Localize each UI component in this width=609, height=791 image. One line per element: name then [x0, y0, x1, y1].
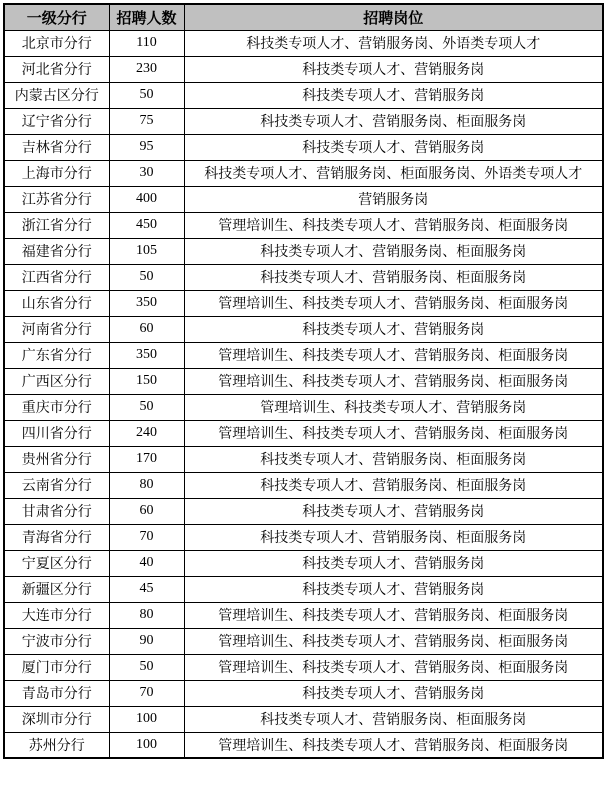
- table-row: [4, 212, 603, 238]
- positions-cell: 管理培训生、科技类专项人才、营销服务岗、柜面服务岗: [184, 602, 603, 628]
- count-cell: 90: [109, 628, 184, 654]
- branch-cell: 北京市分行: [4, 30, 109, 56]
- branch-cell: 大连市分行: [4, 602, 109, 628]
- positions-cell: 科技类专项人才、营销服务岗、外语类专项人才: [184, 30, 603, 56]
- table-row: [4, 628, 603, 654]
- table-row: [4, 30, 603, 56]
- table-row: [4, 706, 603, 732]
- branch-cell: 河北省分行: [4, 56, 109, 82]
- table-row: [4, 602, 603, 628]
- count-cell: 50: [109, 82, 184, 108]
- positions-cell: 科技类专项人才、营销服务岗、柜面服务岗: [184, 472, 603, 498]
- table-row: [4, 238, 603, 264]
- table-row: [4, 186, 603, 212]
- branch-cell: 厦门市分行: [4, 654, 109, 680]
- header-positions: 招聘岗位: [184, 4, 603, 30]
- count-cell: 230: [109, 56, 184, 82]
- branch-cell: 山东省分行: [4, 290, 109, 316]
- branch-cell: 云南省分行: [4, 472, 109, 498]
- table-row: [4, 316, 603, 342]
- positions-cell: 管理培训生、科技类专项人才、营销服务岗、柜面服务岗: [184, 654, 603, 680]
- branch-cell: 甘肃省分行: [4, 498, 109, 524]
- table-row: [4, 472, 603, 498]
- count-cell: 70: [109, 680, 184, 706]
- branch-cell: 内蒙古区分行: [4, 82, 109, 108]
- count-cell: 450: [109, 212, 184, 238]
- branch-cell: 江西省分行: [4, 264, 109, 290]
- count-cell: 70: [109, 524, 184, 550]
- positions-cell: 科技类专项人才、营销服务岗: [184, 134, 603, 160]
- positions-cell: 科技类专项人才、营销服务岗、柜面服务岗: [184, 706, 603, 732]
- positions-cell: 科技类专项人才、营销服务岗、柜面服务岗、外语类专项人才: [184, 160, 603, 186]
- count-cell: 240: [109, 420, 184, 446]
- branch-cell: 广东省分行: [4, 342, 109, 368]
- table-row: [4, 524, 603, 550]
- branch-cell: 吉林省分行: [4, 134, 109, 160]
- table-row: [4, 732, 603, 758]
- positions-cell: 管理培训生、科技类专项人才、营销服务岗、柜面服务岗: [184, 212, 603, 238]
- table-body: [4, 30, 603, 758]
- count-cell: 45: [109, 576, 184, 602]
- recruitment-table: [3, 3, 604, 759]
- table-row: [4, 654, 603, 680]
- count-cell: 95: [109, 134, 184, 160]
- table-row: [4, 368, 603, 394]
- branch-cell: 宁夏区分行: [4, 550, 109, 576]
- table-row: [4, 108, 603, 134]
- count-cell: 400: [109, 186, 184, 212]
- table-row: [4, 394, 603, 420]
- count-cell: 80: [109, 602, 184, 628]
- positions-cell: 管理培训生、科技类专项人才、营销服务岗、柜面服务岗: [184, 290, 603, 316]
- table-row: [4, 576, 603, 602]
- positions-cell: 管理培训生、科技类专项人才、营销服务岗、柜面服务岗: [184, 420, 603, 446]
- table-row: [4, 550, 603, 576]
- positions-cell: 科技类专项人才、营销服务岗、柜面服务岗: [184, 524, 603, 550]
- table-row: [4, 498, 603, 524]
- branch-cell: 辽宁省分行: [4, 108, 109, 134]
- count-cell: 50: [109, 654, 184, 680]
- positions-cell: 科技类专项人才、营销服务岗: [184, 498, 603, 524]
- count-cell: 75: [109, 108, 184, 134]
- positions-cell: 营销服务岗: [184, 186, 603, 212]
- branch-cell: 青海省分行: [4, 524, 109, 550]
- positions-cell: 科技类专项人才、营销服务岗: [184, 680, 603, 706]
- positions-cell: 科技类专项人才、营销服务岗: [184, 576, 603, 602]
- branch-cell: 苏州分行: [4, 732, 109, 758]
- table-row: [4, 134, 603, 160]
- table-row: [4, 264, 603, 290]
- table-row: [4, 446, 603, 472]
- count-cell: 40: [109, 550, 184, 576]
- count-cell: 60: [109, 316, 184, 342]
- count-cell: 80: [109, 472, 184, 498]
- positions-cell: 管理培训生、科技类专项人才、营销服务岗、柜面服务岗: [184, 732, 603, 758]
- count-cell: 100: [109, 706, 184, 732]
- branch-cell: 上海市分行: [4, 160, 109, 186]
- positions-cell: 科技类专项人才、营销服务岗、柜面服务岗: [184, 108, 603, 134]
- branch-cell: 广西区分行: [4, 368, 109, 394]
- count-cell: 100: [109, 732, 184, 758]
- positions-cell: 管理培训生、科技类专项人才、营销服务岗、柜面服务岗: [184, 368, 603, 394]
- table-row: [4, 56, 603, 82]
- branch-cell: 青岛市分行: [4, 680, 109, 706]
- branch-cell: 重庆市分行: [4, 394, 109, 420]
- positions-cell: 管理培训生、科技类专项人才、营销服务岗、柜面服务岗: [184, 628, 603, 654]
- positions-cell: 科技类专项人才、营销服务岗: [184, 56, 603, 82]
- table-row: [4, 342, 603, 368]
- count-cell: 150: [109, 368, 184, 394]
- positions-cell: 科技类专项人才、营销服务岗、柜面服务岗: [184, 264, 603, 290]
- branch-cell: 福建省分行: [4, 238, 109, 264]
- count-cell: 350: [109, 290, 184, 316]
- header-row: [4, 4, 603, 30]
- table-row: [4, 680, 603, 706]
- branch-cell: 宁波市分行: [4, 628, 109, 654]
- count-cell: 105: [109, 238, 184, 264]
- positions-cell: 管理培训生、科技类专项人才、营销服务岗: [184, 394, 603, 420]
- header-count: 招聘人数: [109, 4, 184, 30]
- branch-cell: 贵州省分行: [4, 446, 109, 472]
- positions-cell: 管理培训生、科技类专项人才、营销服务岗、柜面服务岗: [184, 342, 603, 368]
- positions-cell: 科技类专项人才、营销服务岗、柜面服务岗: [184, 238, 603, 264]
- branch-cell: 河南省分行: [4, 316, 109, 342]
- table-row: [4, 420, 603, 446]
- table-row: [4, 82, 603, 108]
- branch-cell: 深圳市分行: [4, 706, 109, 732]
- count-cell: 350: [109, 342, 184, 368]
- count-cell: 110: [109, 30, 184, 56]
- branch-cell: 新疆区分行: [4, 576, 109, 602]
- branch-cell: 四川省分行: [4, 420, 109, 446]
- count-cell: 50: [109, 264, 184, 290]
- header-branch: 一级分行: [4, 4, 109, 30]
- table-row: [4, 160, 603, 186]
- count-cell: 170: [109, 446, 184, 472]
- count-cell: 60: [109, 498, 184, 524]
- branch-cell: 江苏省分行: [4, 186, 109, 212]
- count-cell: 50: [109, 394, 184, 420]
- branch-cell: 浙江省分行: [4, 212, 109, 238]
- positions-cell: 科技类专项人才、营销服务岗: [184, 550, 603, 576]
- table-row: [4, 290, 603, 316]
- positions-cell: 科技类专项人才、营销服务岗、柜面服务岗: [184, 446, 603, 472]
- positions-cell: 科技类专项人才、营销服务岗: [184, 316, 603, 342]
- count-cell: 30: [109, 160, 184, 186]
- positions-cell: 科技类专项人才、营销服务岗: [184, 82, 603, 108]
